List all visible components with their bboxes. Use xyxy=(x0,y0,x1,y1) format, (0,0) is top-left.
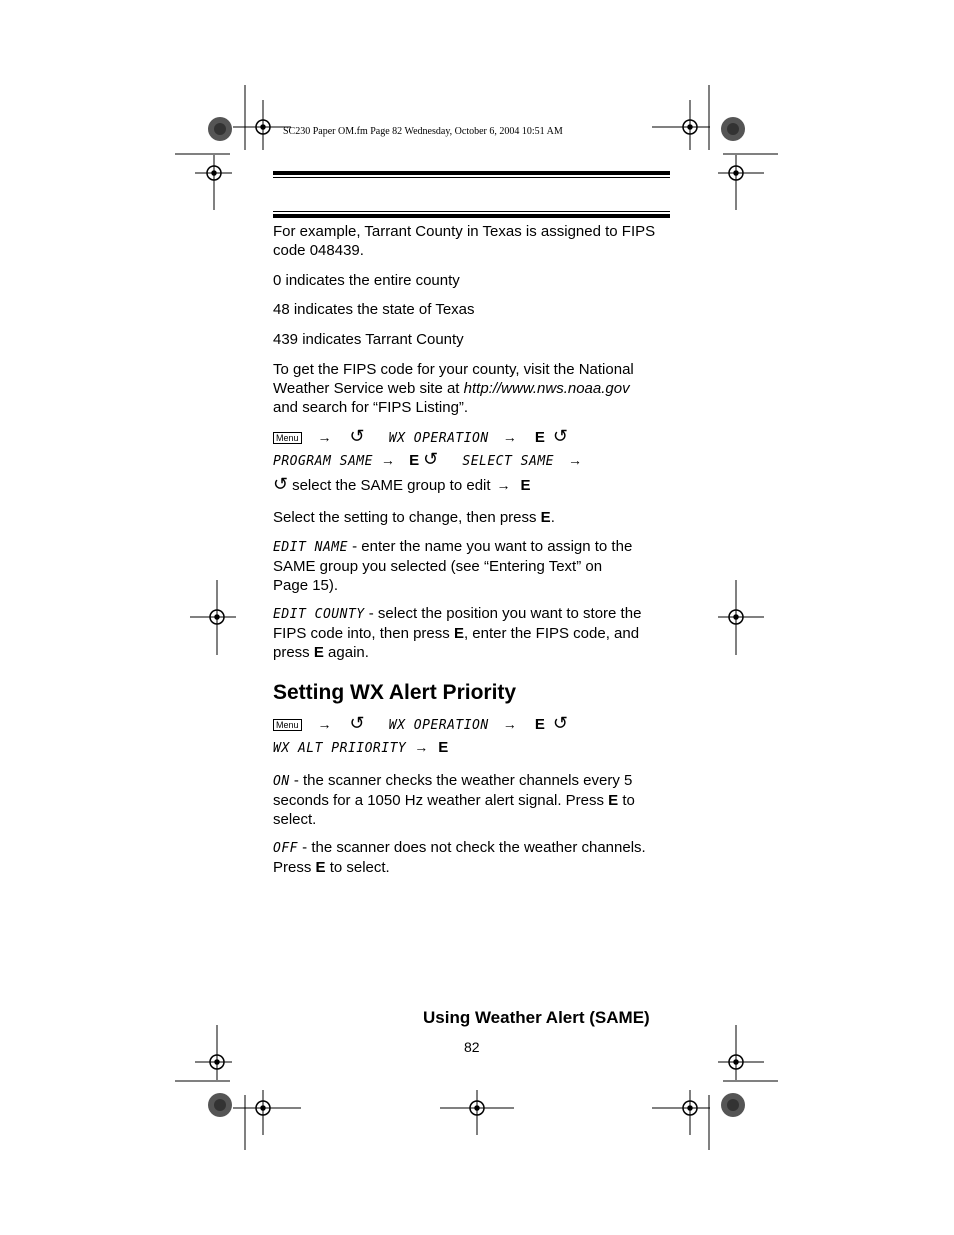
menu-key-icon: Menu xyxy=(273,432,302,444)
sequence-2-line-1 xyxy=(273,713,576,737)
example-line-1: For example, Tarrant County in Texas is assigned to FIPS xyxy=(273,223,656,240)
arrow-icon: → xyxy=(496,477,511,493)
select-setting-text: Select the setting to change, then press E. xyxy=(273,509,555,526)
lcd-wx-operation: WX OPERATION xyxy=(388,718,489,733)
e-key: E xyxy=(534,716,545,733)
nws-url: http://www.nws.noaa.gov xyxy=(463,380,630,397)
e-key: E xyxy=(540,509,551,526)
visit-paragraph xyxy=(273,360,673,417)
arrow-icon: → xyxy=(502,429,517,445)
cycle-icon: ↺ xyxy=(552,713,568,733)
example-line-2: code 048439. xyxy=(273,242,364,259)
cycle-icon: ↺ xyxy=(423,449,439,469)
e-key: E xyxy=(534,429,545,446)
lcd-wx-operation: WX OPERATION xyxy=(388,431,489,446)
example-paragraph xyxy=(273,222,673,260)
print-header: SC230 Paper OM.fm Page 82 Wednesday, October 6, 2004 10:51 AM xyxy=(283,126,563,137)
top-rule-thin xyxy=(273,177,670,178)
on-option-paragraph: ON - the scanner checks the weather channels every 5 seconds for a 1050 Hz weather alert signal. Press E to select. xyxy=(273,772,635,828)
sequence-2-line-2 xyxy=(273,736,448,760)
section-heading: Setting WX Alert Priority xyxy=(273,681,517,704)
arrow-icon: → xyxy=(567,452,582,468)
sequence-1-line-2 xyxy=(273,449,592,473)
arrow-icon: → xyxy=(502,716,517,732)
cycle-icon: ↺ xyxy=(349,426,365,446)
section-rule-thin xyxy=(273,211,670,212)
arrow-icon: → xyxy=(380,452,395,468)
item-0: 0 indicates the entire county xyxy=(273,272,460,289)
lcd-wx-alt-priority: WX ALT PRIIORITY xyxy=(273,741,407,756)
off-option-paragraph: OFF - the scanner does not check the weather channels. Press E to select. xyxy=(273,839,646,876)
item-48: 48 indicates the state of Texas xyxy=(273,301,475,318)
sequence-1-line-3 xyxy=(273,474,531,497)
edit-county-paragraph: EDIT COUNTY - select the position you want to store the FIPS code into, then press E, enter the FIPS code, and press E again. xyxy=(273,605,642,661)
footer-section-title: Using Weather Alert (SAME) xyxy=(423,1008,650,1027)
top-rule-thick xyxy=(273,171,670,175)
lcd-on: ON xyxy=(273,774,290,789)
lcd-off: OFF xyxy=(273,841,298,856)
select-group-text: select the SAME group to edit xyxy=(292,477,491,494)
lcd-select-same: SELECT SAME xyxy=(462,454,554,469)
arrow-icon: → xyxy=(414,739,429,755)
e-key: E xyxy=(313,644,324,661)
e-key: E xyxy=(438,739,449,756)
page-number: 82 xyxy=(464,1039,480,1055)
e-key: E xyxy=(520,477,531,494)
cycle-icon: ↺ xyxy=(273,474,289,494)
cycle-icon: ↺ xyxy=(552,426,568,446)
e-key: E xyxy=(608,792,619,809)
visit-line-3: and search for “FIPS Listing”. xyxy=(273,399,469,416)
lcd-edit-name: EDIT NAME xyxy=(273,540,348,555)
item-439: 439 indicates Tarrant County xyxy=(273,331,464,348)
e-key: E xyxy=(409,452,420,469)
sequence-1-line-1 xyxy=(273,426,576,450)
lcd-edit-county: EDIT COUNTY xyxy=(273,607,365,622)
visit-line-2: Weather Service web site at http://www.nws.noaa.gov xyxy=(273,380,630,397)
menu-key-icon: Menu xyxy=(273,719,302,731)
cycle-icon: ↺ xyxy=(349,713,365,733)
arrow-icon: → xyxy=(317,716,332,732)
visit-line-1: To get the FIPS code for your county, visit the National xyxy=(273,361,634,378)
edit-name-paragraph: EDIT NAME - enter the name you want to assign to the SAME group you selected (see “Entering Text” on Page 15). xyxy=(273,538,633,594)
e-key: E xyxy=(315,859,326,876)
lcd-program-same: PROGRAM SAME xyxy=(273,454,373,469)
arrow-icon: → xyxy=(317,429,332,445)
section-rule-thick xyxy=(273,214,670,218)
e-key: E xyxy=(453,625,464,642)
